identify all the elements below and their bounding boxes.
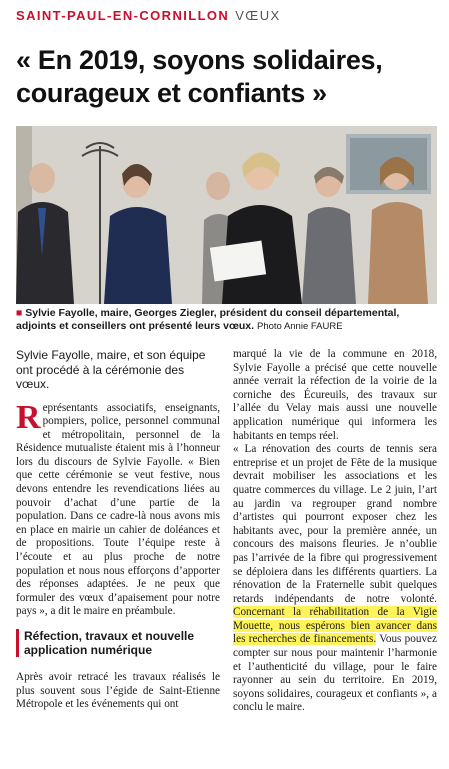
drop-cap: R [16,398,41,436]
article-lead: Sylvie Fayolle, maire, et son équipe ont procédé à la cérémonie des vœux. [16,348,206,391]
paragraph-1-text: eprésentants associatifs, enseignants, pompiers, police, personnel communal et métropolitain, personnel de la Résidence mutualiste étaient mis à l’honneur lors du discours de Sylvie Fayolle. « Bien que cette cérémonie se veut festive, nous devons entendre les revendications liées au pouvoir d’achat d’une partie de la population. Dans ce cadre-là nous avons mis en place en mairie un cahier de doléances et de propositions. Toute l’équipe reste à l’écoute et au plus proche de notre population et nous nous efforçons d’apporter des réponses adaptées. Je ne peux que formuler des vœux d’apaisement pour notre pays », a dit le maire en préambule. [16,401,220,618]
paragraph-4-end: Vous pouvez compter sur nous pour maintenir l’harmonie et l’authenticité du village, pour le faire rayonner au sein du territoire. En 2019, soyons solidaires, courageux et confiants », a conclu le maire. [233,633,437,714]
town-name: SAINT-PAUL-EN-CORNILLON [16,8,230,23]
article-photo [16,126,437,304]
article-paragraph-1 [16,398,220,620]
section-kicker [16,8,281,23]
article-paragraph-4 [233,443,437,715]
article-subhead: Réfection, travaux et nouvelle application numérique [16,629,220,657]
section-name: VŒUX [235,8,281,23]
article-column-1 [16,348,220,712]
caption-text: Sylvie Fayolle, maire, Georges Ziegler, président du conseil départemental, adjoints et conseillers ont présenté leurs vœux. [16,307,400,332]
photo-caption [16,307,441,333]
group-photo-illustration [16,126,437,304]
article-paragraph-2: Après avoir retracé les travaux réalisés le plus souvent sous l’égide de Saint-Etienne Métropole et les événements qui ont [16,671,220,711]
caption-bullet: ■ [16,307,23,319]
highlighted-quote: Concernant la réhabilitation de la Vigie Mouette, nous espérons bien avancer dans les recherches de financements. [233,606,437,646]
article-column-2 [233,348,437,715]
headline: « En 2019, soyons solidaires, courageux et confiants » [16,45,383,108]
paragraph-4-text: « La rénovation des courts de tennis sera entreprise et un projet de Fête de la musique devrait mobiliser les associations et les quatre commerces du village. Le 2 juin, l’art au jardin va regrouper grand nombre d’artistes qui pourront exposer chez les habitants avec, pour la première année, un concours des maisons fleuries. Je n’oublie pas l’arrivée de la fibre qui progressivement se déploiera dans les différents quartiers. La rénovation de la Fraternelle subit quelques retards indépendants de notre volonté. [233,443,437,605]
article-paragraph-3: marqué la vie de la commune en 2018, Sylvie Fayolle a précisé que cette nouvelle année verrait la réfection de la voirie de la corniche des Écureuils, des travaux sur l’allée du Velay mais aussi une nouvelle application numérique qui informera les habitants en temps réel. [233,348,437,442]
photo-credit: Photo Annie FAURE [257,321,343,332]
